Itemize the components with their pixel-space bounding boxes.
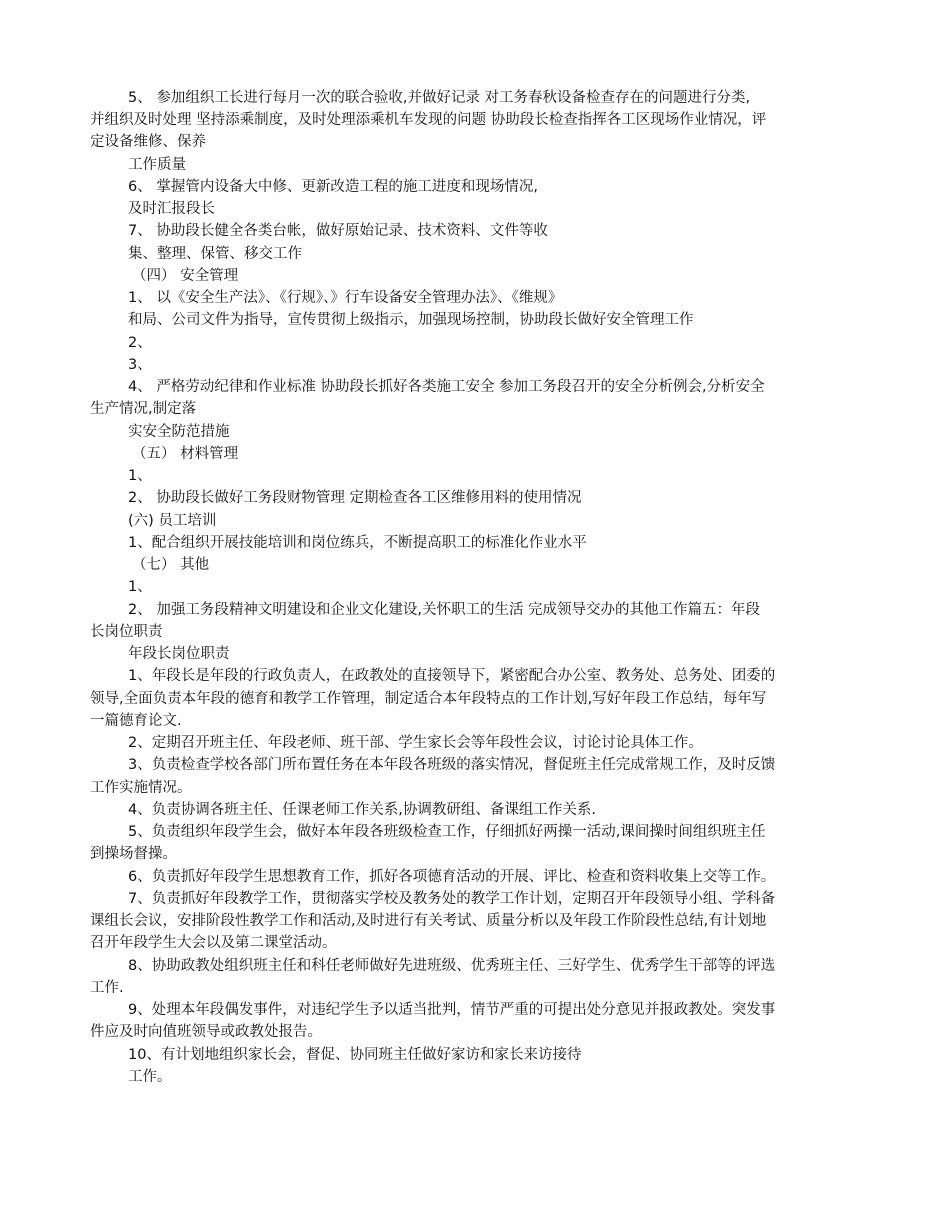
text-line: 领导,全面负责本年段的德育和教学工作管理，制定适合本年段特点的工作计划,写好年段工作总结，每年写 — [90, 691, 767, 707]
text-line: 1、 以《安全生产法》、《行规》、》行车设备安全管理办法》、《维规》 — [128, 290, 563, 306]
text-line: 集、整理、保管、移交工作 — [128, 246, 302, 262]
text-line: 工作. — [90, 980, 124, 996]
text-line: 工作。 — [128, 1069, 172, 1085]
text-line: 1、 — [128, 579, 152, 595]
text-line: 2、定期召开班主任、年段老师、班干部、学生家长会等年段性会议，讨论讨论具体工作。 — [128, 735, 703, 751]
text-line: 到操场督操。 — [90, 846, 177, 862]
text-line: 8、协助政教处组织班主任和科任老师做好先进班级、优秀班主任、三好学生、优秀学生干部等的评选 — [128, 958, 776, 974]
text-line: 1、配合组织开展技能培训和岗位练兵，不断提高职工的标准化作业水平 — [128, 535, 587, 551]
text-line: 1、 — [128, 468, 152, 484]
text-line: 并组织及时处理 坚持添乘制度，及时处理添乘机车发现的问题 协助段长检查指挥各工区现场作业情况，评 — [90, 112, 767, 128]
text-line: 6、 掌握管内设备大中修、更新改造工程的施工进度和现场情况, — [128, 179, 538, 195]
text-line: 定设备维修、保养 — [90, 134, 206, 150]
section-heading: （七） 其他 — [132, 557, 210, 573]
text-line: 4、负责协调各班主任、任课老师工作关系,协调教研组、备课组工作关系. — [128, 802, 596, 818]
text-line: 及时汇报段长 — [128, 201, 215, 217]
text-line: 召开年段学生大会以及第二课堂活动。 — [90, 935, 337, 951]
text-line: 5、负责组织年段学生会，做好本年段各班级检查工作，仔细抓好两操一活动,课间操时间组织班主任 — [128, 824, 766, 840]
text-line: 长岗位职责 — [90, 624, 163, 640]
text-line: 10、有计划地组织家长会，督促、协同班主任做好家访和家长来访接待 — [128, 1047, 582, 1063]
text-line: 6、负责抓好年段学生思想教育工作，抓好各项德育活动的开展、评比、检查和资料收集上交等工作。 — [128, 869, 776, 885]
text-line: 2、 加强工务段精神文明建设和企业文化建设,关怀职工的生活 完成领导交办的其他工作篇五：年段 — [128, 602, 761, 618]
text-line: 课组长会议，安排阶段性教学工作和活动,及时进行有关考试、质量分析以及年段工作阶段性总结,有计划地 — [90, 913, 767, 929]
text-line: 实安全防范措施 — [128, 424, 230, 440]
text-line: 5、 参加组织工长进行每月一次的联合验收,并做好记录 对工务春秋设备检查存在的问题进行分类, — [128, 90, 751, 106]
text-line: 2、 协助段长做好工务段财物管理 定期检查各工区维修用料的使用情况 — [128, 490, 582, 506]
section-heading: (六) 员工培训 — [128, 513, 217, 529]
text-line: 3、 — [128, 357, 152, 373]
text-line: 生产情况,制定落 — [90, 401, 197, 417]
page-title: 年段长岗位职责 — [128, 646, 230, 662]
text-line: 和局、公司文件为指导，宣传贯彻上级指示，加强现场控制，协助段长做好安全管理工作 — [128, 312, 694, 328]
text-line: 9、处理本年段偶发事件，对违纪学生予以适当批判，情节严重的可提出处分意见并报政教处。突发事 — [128, 1002, 776, 1018]
text-line: 7、负责抓好年段教学工作，贯彻落实学校及教务处的教学工作计划，定期召开年段领导小组、学科备 — [128, 891, 776, 907]
text-line: 2、 — [128, 335, 152, 351]
section-heading: （四） 安全管理 — [132, 268, 239, 284]
text-line: 一篇德育论文. — [90, 713, 182, 729]
text-line: 件应及时向值班领导或政教处报告。 — [90, 1024, 322, 1040]
text-line: 工作实施情况。 — [90, 780, 192, 796]
text-line: 7、 协助段长健全各类台帐，做好原始记录、技术资料、文件等收 — [128, 223, 548, 239]
text-line: 4、 严格劳动纪律和作业标准 协助段长抓好各类施工安全 参加工务段召开的安全分析例会,分析安全 — [128, 379, 765, 395]
text-line: 工作质量 — [128, 157, 186, 173]
text-line: 3、负责检查学校各部门所布置任务在本年段各班级的落实情况，督促班主任完成常规工作，及时反馈 — [128, 757, 776, 773]
section-heading: （五） 材料管理 — [132, 446, 239, 462]
text-line: 1、年段长是年段的行政负责人，在政教处的直接领导下，紧密配合办公室、教务处、总务处、团委的 — [128, 668, 776, 684]
